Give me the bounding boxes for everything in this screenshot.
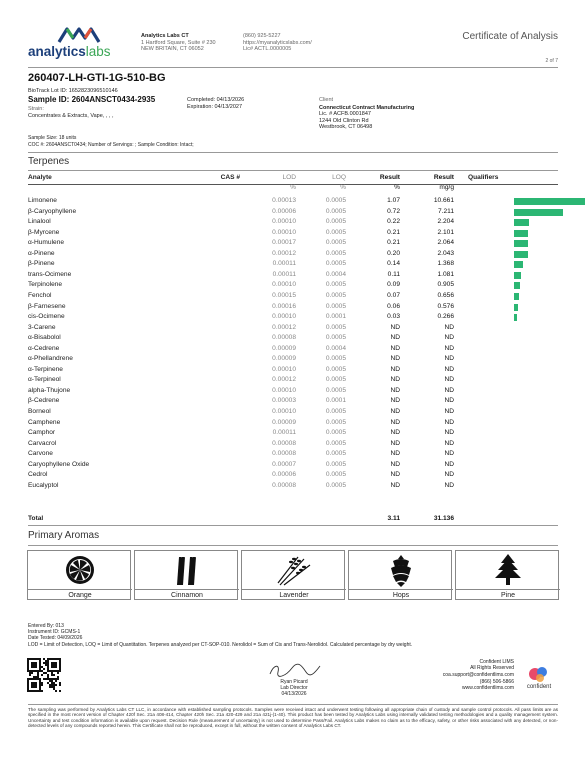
unit-loq: %	[340, 184, 346, 191]
result-mg-cell: 7.211	[437, 207, 454, 215]
unit-result-pct: %	[394, 184, 400, 191]
result-pct-cell: ND	[390, 418, 400, 426]
result-pct-cell: ND	[390, 450, 400, 458]
lab-phone: (860) 925-5227	[243, 33, 281, 39]
loq-cell: 0.0005	[325, 334, 346, 342]
unit-lod: %	[290, 184, 296, 191]
loq-cell: 0.0005	[325, 450, 346, 458]
lab-address-2: NEW BRITAIN, CT 06052	[141, 46, 204, 53]
col-cas: CAS #	[220, 174, 240, 181]
qualifier-bar	[514, 240, 528, 247]
sample-id: Sample ID: 2604ANSCT0434-2935	[28, 95, 156, 104]
document-title: Certificate of Analysis	[462, 31, 558, 42]
col-lod: LOD	[282, 174, 296, 181]
loq-cell: 0.0004	[325, 270, 346, 278]
table-row	[28, 386, 558, 397]
pine-tree-icon	[456, 551, 560, 589]
analyte-cell: β-Myrcene	[28, 228, 60, 236]
result-pct-cell: ND	[390, 439, 400, 447]
loq-cell: 0.0001	[325, 397, 346, 405]
col-analyte: Analyte	[28, 174, 52, 181]
loq-cell: 0.0005	[325, 365, 346, 373]
loq-cell: 0.0005	[325, 481, 346, 489]
result-pct-cell: 0.09	[387, 281, 400, 289]
analyte-cell: Camphene	[28, 418, 61, 426]
analyte-cell: Carvacrol	[28, 439, 57, 447]
lod-cell: 0.00009	[272, 355, 296, 363]
handwritten-signature	[262, 660, 326, 680]
table-row	[28, 365, 558, 376]
lod-cell: 0.00009	[272, 344, 296, 352]
analyte-cell: α-Humulene	[28, 239, 65, 247]
lab-address-1: 1 Hartford Square, Suite # 230	[141, 39, 216, 46]
analyte-cell: 3-Carene	[28, 323, 56, 331]
lod-cell: 0.00011	[272, 429, 296, 437]
lab-name: Analytics Labs CT	[141, 33, 189, 39]
loq-cell: 0.0005	[325, 218, 346, 226]
aroma-card-cinnamon	[134, 550, 238, 600]
loq-cell: 0.0005	[325, 460, 346, 468]
table-row	[28, 312, 558, 323]
qualifier-bar	[514, 304, 518, 311]
analyte-cell: α-Cedrene	[28, 344, 60, 352]
table-row	[28, 333, 558, 344]
result-pct-cell: 0.20	[387, 249, 400, 257]
result-mg-cell: ND	[444, 439, 454, 447]
hops-icon	[349, 551, 453, 589]
result-mg-cell: 0.576	[437, 302, 454, 310]
signer-name: Ryan Picard	[280, 679, 308, 685]
aroma-card-pine	[455, 550, 559, 600]
loq-cell: 0.0005	[325, 239, 346, 247]
table-row	[28, 375, 558, 386]
table-row	[28, 418, 558, 429]
client-address-1: 1244 Old Clinton Rd	[319, 117, 369, 124]
confident-logo-icon	[519, 664, 559, 684]
logo-text-bold: analytics	[28, 44, 86, 59]
result-mg-cell: ND	[444, 355, 454, 363]
lod-cell: 0.00010	[272, 386, 296, 394]
lod-cell: 0.00003	[272, 397, 296, 405]
instrument-id: Instrument ID: GCMS-1	[28, 629, 81, 636]
aromas-section-title: Primary Aromas	[28, 530, 100, 541]
lims-website[interactable]: www.confidentlims.com	[462, 684, 514, 691]
table-row	[28, 428, 558, 439]
lod-loq-note: LOD = Limit of Detection, LOQ = Limit of Quantitation. Terpenes analyzed per CT-SOP-010. Nerolidol = Sum of Cis and Trans-Nerolidol. Calculated percentage by dry weight.	[28, 641, 413, 648]
client-name: Connecticut Contract Manufacturing	[319, 104, 415, 111]
result-mg-cell: ND	[444, 365, 454, 373]
loq-cell: 0.0005	[325, 429, 346, 437]
result-mg-cell: ND	[444, 334, 454, 342]
loq-cell: 0.0005	[325, 355, 346, 363]
lab-license: Lic# ACTL.0000005	[243, 46, 292, 53]
result-pct-cell: ND	[390, 429, 400, 437]
col-result-pct: Result	[379, 174, 400, 181]
result-pct-cell: 0.07	[387, 291, 400, 299]
result-mg-cell: ND	[444, 471, 454, 479]
result-pct-cell: 0.11	[387, 270, 400, 278]
table-row	[28, 396, 558, 407]
table-row	[28, 291, 558, 302]
loq-cell: 0.0005	[325, 302, 346, 310]
confident-logo	[519, 664, 559, 694]
result-mg-cell: 0.266	[437, 313, 454, 321]
result-pct-cell: 0.06	[387, 302, 400, 310]
analyte-cell: Eucalyptol	[28, 481, 59, 489]
result-mg-cell: 1.081	[437, 270, 454, 278]
lab-website[interactable]: https://myanalyticslabs.com/	[243, 39, 312, 46]
qualifier-bar	[514, 272, 521, 279]
result-pct-cell: 1.07	[387, 197, 400, 204]
biotrack-lot-id: BioTrack Lot ID: 1652823096510146	[28, 88, 118, 94]
lavender-icon	[242, 551, 346, 589]
result-pct-cell: ND	[390, 460, 400, 468]
table-row	[28, 302, 558, 313]
lims-name: Confident LIMS	[479, 659, 514, 665]
lod-cell: 0.00007	[272, 460, 296, 468]
result-pct-cell: ND	[390, 355, 400, 363]
qualifier-bar	[514, 314, 517, 321]
orange-slice-icon	[28, 551, 132, 589]
lod-cell: 0.00010	[272, 408, 296, 415]
sample-category: Concentrates & Extracts, Vape, , , ,	[28, 113, 114, 119]
completed-date: Completed: 04/13/2026	[187, 97, 245, 103]
signature-date: 04/13/2026	[281, 691, 307, 698]
analyte-cell: β-Farnesene	[28, 302, 66, 310]
lod-cell: 0.00010	[272, 281, 296, 289]
result-mg-cell: ND	[444, 344, 454, 352]
aroma-label-orange: Orange	[28, 589, 132, 601]
table-row	[28, 407, 558, 418]
aroma-label-pine: Pine	[456, 589, 560, 601]
analyte-cell: β-Pinene	[28, 260, 55, 268]
table-row	[28, 270, 558, 281]
loq-cell: 0.0005	[325, 439, 346, 447]
total-pct: 3.11	[387, 515, 400, 522]
result-pct-cell: 0.03	[387, 313, 400, 321]
result-mg-cell: ND	[444, 429, 454, 437]
table-row	[28, 439, 558, 450]
lod-cell: 0.00010	[272, 228, 296, 236]
analyte-cell: cis-Ocimene	[28, 313, 65, 321]
client-license: Lic. # ACFB.0001847	[319, 111, 371, 118]
legal-disclaimer: The sampling was performed by Analytics Labs CT LLC, in accordance with established sampling protocols. Samples were received intact and underwent testing following all appropriate chain of custody and sample control protocols. All pass limits are as specified in the most recent version of Chapter 420f Sec. 21a 408-414, Chapter 420h Sec. 21a 420-429 and 21a 421j-(1-40). This product has been tested by Analytics Labs using internally validated testing methodologies and a quality management system. Uncertainty and test condition information is available upon request. Decision Rule (measurement of uncertainty) is not used to determine Pass/Fail. Analytics Labs makes no claim as to the efficacy, safety, or other risks associated with any detected, or non-detected levels of any compounds reported herein. This Certificate shall not be reproduced, except in full, without the written consent of Analytics Labs CT.	[28, 707, 558, 728]
table-row	[28, 323, 558, 334]
result-mg-cell: ND	[444, 397, 454, 405]
loq-cell: 0.0005	[325, 207, 346, 215]
lod-cell: 0.00015	[272, 291, 296, 299]
lab-logo	[28, 24, 134, 60]
result-mg-cell: 0.905	[437, 281, 454, 289]
result-mg-cell: ND	[444, 460, 454, 468]
loq-cell: 0.0005	[325, 249, 346, 257]
analyte-cell: Fenchol	[28, 291, 52, 299]
qualifier-bar	[514, 251, 528, 258]
result-mg-cell: 2.064	[437, 239, 454, 247]
result-pct-cell: ND	[390, 376, 400, 384]
loq-cell: 0.0005	[325, 408, 346, 415]
coc-info: COC #: 2604ANSCT0434; Number of Servings: ; Sample Condition: Intact;	[28, 142, 194, 148]
lod-cell: 0.00011	[272, 260, 296, 268]
result-mg-cell: 1.368	[437, 260, 454, 268]
lod-cell: 0.00008	[272, 334, 296, 342]
confident-logo-text: confident	[526, 684, 552, 690]
signer-title: Lab Director	[280, 685, 308, 692]
qualifier-bar	[514, 209, 563, 216]
table-row	[28, 217, 558, 228]
logo-text-light: labs	[85, 44, 111, 59]
loq-cell: 0.0005	[325, 418, 346, 426]
loq-cell: 0.0005	[325, 376, 346, 384]
loq-cell: 0.0005	[325, 260, 346, 268]
qualifier-bar	[514, 230, 528, 237]
result-mg-cell: 2.043	[437, 249, 454, 257]
result-mg-cell: 2.101	[437, 228, 454, 236]
loq-cell: 0.0005	[325, 323, 346, 331]
lod-cell: 0.00011	[272, 270, 296, 278]
result-pct-cell: ND	[390, 323, 400, 331]
table-row	[28, 196, 558, 207]
lod-cell: 0.00010	[272, 218, 296, 226]
analyte-cell: Borneol	[28, 408, 51, 415]
table-row	[28, 344, 558, 355]
result-pct-cell: 0.21	[387, 228, 400, 236]
result-mg-cell: ND	[444, 418, 454, 426]
analyte-cell: Terpinolene	[28, 281, 63, 289]
analytics-labs-logo-icon	[57, 24, 101, 44]
analyte-cell: Cedrol	[28, 471, 48, 479]
result-pct-cell: 0.21	[387, 239, 400, 247]
result-pct-cell: ND	[390, 481, 400, 489]
total-mg: 31.136	[433, 515, 454, 522]
lod-cell: 0.00012	[272, 249, 296, 257]
result-mg-cell: ND	[444, 408, 454, 415]
unit-result-mg: mg/g	[439, 184, 454, 191]
qualifier-bar	[514, 293, 519, 300]
analyte-cell: Carvone	[28, 450, 53, 458]
result-pct-cell: ND	[390, 408, 400, 415]
qualifier-bar	[514, 198, 585, 205]
lod-cell: 0.00008	[272, 450, 296, 458]
result-pct-cell: ND	[390, 386, 400, 394]
table-row	[28, 207, 558, 218]
lod-cell: 0.00006	[272, 471, 296, 479]
result-mg-cell: ND	[444, 481, 454, 489]
analyte-cell: Linalool	[28, 218, 51, 226]
batch-id: 260407-LH-GTI-1G-510-BG	[28, 72, 166, 84]
date-tested: Date Tested: 04/09/2026	[28, 635, 83, 642]
terpenes-units-row	[28, 183, 558, 194]
qualifier-bar	[514, 282, 520, 289]
result-pct-cell: ND	[390, 397, 400, 405]
analyte-cell: Camphor	[28, 429, 56, 437]
analyte-cell: α-Phellandrene	[28, 355, 73, 363]
table-row	[28, 481, 558, 492]
analyte-cell: trans-Ocimene	[28, 270, 72, 278]
result-mg-cell: 2.204	[437, 218, 454, 226]
lod-cell: 0.00016	[272, 302, 296, 310]
table-row	[28, 470, 558, 481]
lod-cell: 0.00008	[272, 439, 296, 447]
table-row	[28, 460, 558, 471]
terpenes-section-title: Terpenes	[28, 156, 70, 167]
col-result-mg: Result	[433, 174, 454, 181]
terpenes-table-header	[28, 173, 558, 184]
aroma-card-lavender	[241, 550, 345, 600]
aroma-label-hops: Hops	[349, 589, 453, 601]
analyte-cell: Caryophyllene Oxide	[28, 460, 90, 468]
lod-cell: 0.00009	[272, 418, 296, 426]
result-pct-cell: 0.22	[387, 218, 400, 226]
analyte-cell: α-Pinene	[28, 249, 55, 257]
sample-size: Sample Size: 18 units	[28, 135, 77, 141]
analyte-cell: β-Cedrene	[28, 397, 60, 405]
lod-cell: 0.00008	[272, 481, 296, 489]
aroma-card-orange	[27, 550, 131, 600]
loq-cell: 0.0005	[325, 386, 346, 394]
result-pct-cell: ND	[390, 471, 400, 479]
loq-cell: 0.0005	[325, 291, 346, 299]
analyte-cell: β-Caryophyllene	[28, 207, 77, 215]
lod-cell: 0.00017	[272, 239, 296, 247]
col-qualifiers: Qualifiers	[468, 174, 499, 181]
result-mg-cell: ND	[444, 450, 454, 458]
total-label: Total	[28, 515, 44, 522]
table-row	[28, 259, 558, 270]
lod-cell: 0.00010	[272, 313, 296, 321]
cinnamon-stick-icon	[135, 551, 239, 589]
aroma-label-cinnamon: Cinnamon	[135, 589, 239, 601]
analyte-cell: Limonene	[28, 197, 57, 204]
client-address-2: Westbrook, CT 06498	[319, 124, 373, 131]
analyte-cell: alpha-Thujone	[28, 386, 71, 394]
signature-image	[262, 660, 326, 680]
lims-email[interactable]: coa.support@confidentlims.com	[442, 672, 514, 679]
lims-phone: (866) 506-5866	[479, 678, 514, 685]
result-mg-cell: ND	[444, 376, 454, 384]
result-mg-cell: 0.656	[437, 291, 454, 299]
analyte-cell: α-Terpineol	[28, 376, 61, 384]
result-pct-cell: ND	[390, 334, 400, 342]
lod-cell: 0.00012	[272, 376, 296, 384]
lod-cell: 0.00012	[272, 323, 296, 331]
result-pct-cell: 0.72	[387, 207, 400, 215]
table-row	[28, 249, 558, 260]
col-loq: LOQ	[332, 174, 346, 181]
strain-label: Strain:	[28, 106, 44, 112]
table-row	[28, 238, 558, 249]
qr-code-icon	[27, 658, 61, 692]
loq-cell: 0.0005	[325, 471, 346, 479]
table-row	[28, 280, 558, 291]
result-mg-cell: 10.661	[433, 197, 454, 204]
entered-by: Entered By: 013	[28, 623, 64, 629]
loq-cell: 0.0004	[325, 344, 346, 352]
lod-cell: 0.00006	[272, 207, 296, 215]
result-pct-cell: ND	[390, 365, 400, 373]
loq-cell: 0.0005	[325, 197, 346, 204]
loq-cell: 0.0005	[325, 228, 346, 236]
table-row	[28, 354, 558, 365]
client-label: Client	[319, 97, 334, 103]
lod-cell: 0.00010	[272, 365, 296, 373]
lims-rights: All Rights Reserved	[470, 665, 514, 672]
qualifier-bar	[514, 219, 529, 226]
result-pct-cell: ND	[390, 344, 400, 352]
loq-cell: 0.0005	[325, 281, 346, 289]
result-pct-cell: 0.14	[387, 260, 400, 268]
qr-code	[27, 658, 61, 692]
loq-cell: 0.0001	[325, 313, 346, 321]
aroma-card-hops	[348, 550, 452, 600]
terpenes-total-row	[28, 514, 558, 525]
analyte-cell: α-Bisabolol	[28, 334, 61, 342]
lod-cell: 0.00013	[272, 197, 296, 204]
result-mg-cell: ND	[444, 386, 454, 394]
result-mg-cell: ND	[444, 323, 454, 331]
page-number: 2 of 7	[545, 58, 558, 64]
expiration-date: Expiration: 04/13/2027	[187, 104, 243, 110]
analyte-cell: α-Terpinene	[28, 365, 63, 373]
qualifier-bar	[514, 261, 523, 268]
aroma-label-lavender: Lavender	[242, 589, 346, 601]
table-row	[28, 228, 558, 239]
table-row	[28, 449, 558, 460]
